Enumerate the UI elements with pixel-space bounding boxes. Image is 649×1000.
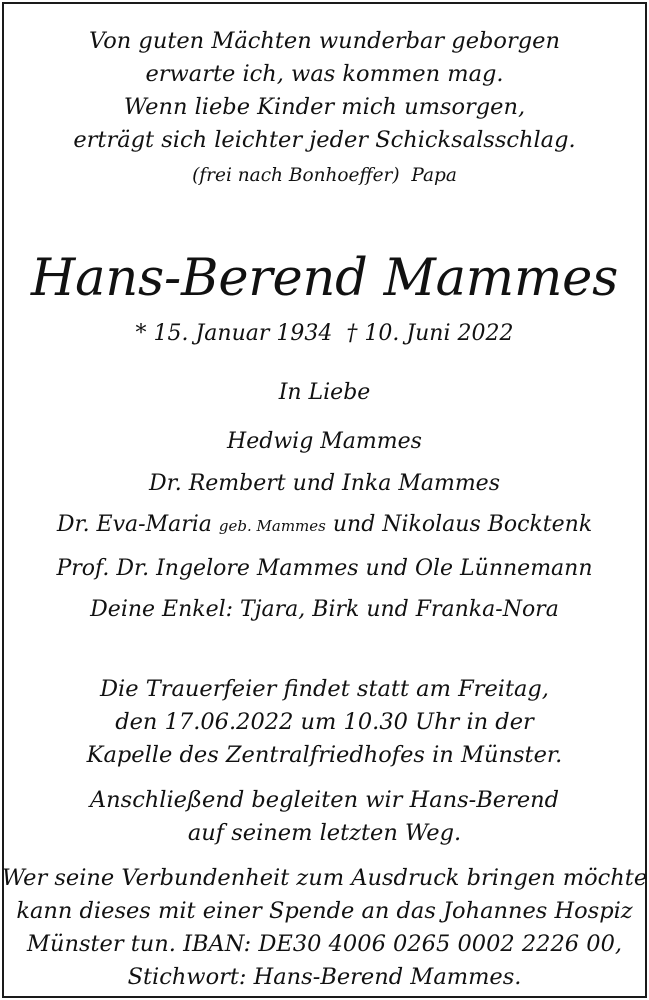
mourners-list — [0, 421, 649, 631]
maiden-name-note: geb. Mammes — [218, 517, 326, 535]
deceased-name-text: Hans-Berend Mammes — [30, 249, 619, 308]
mourner-line: Deine Enkel: Tjara, Birk und Franka-Nora — [90, 597, 559, 622]
poem-line: Von guten Mächten wunderbar geborgen — [89, 28, 560, 54]
service-line: Kapelle des Zentralfriedhofes in Münster. — [86, 742, 563, 768]
donation-line: kann dieses mit einer Spende an das Johannes Hospiz — [16, 898, 633, 924]
poem-line: erwarte ich, was kommen mag. — [145, 61, 504, 87]
life-dates — [0, 316, 649, 352]
mourners-intro-text: In Liebe — [278, 380, 371, 405]
life-dates-text: * 15. Januar 1934 † 10. Juni 2022 — [135, 321, 514, 346]
donation-line: Münster tun. IBAN: DE30 4006 0265 0002 2226 00, — [26, 931, 623, 957]
poem-line: erträgt sich leichter jeder Schicksalsschlag. — [73, 127, 576, 153]
donation-line: Wer seine Verbundenheit zum Ausdruck bringen möchte — [1, 865, 648, 891]
donation-line: Stichwort: Hans-Berend Mammes. — [127, 964, 522, 990]
farewell-line: Anschließend begleiten wir Hans-Berend — [89, 787, 560, 813]
mourner-name: Dr. Eva-Maria — [56, 512, 212, 537]
poem-line: Wenn liebe Kinder mich umsorgen, — [123, 94, 526, 120]
service-line: den 17.06.2022 um 10.30 Uhr in der — [115, 709, 534, 735]
attribution-text: (frei nach Bonhoeffer) Papa — [192, 165, 457, 186]
mourner-line: Hedwig Mammes — [227, 429, 422, 454]
service-line: Die Trauerfeier findet statt am Freitag, — [100, 676, 549, 702]
poem-attribution — [0, 163, 649, 189]
mourner-line: Prof. Dr. Ingelore Mammes und Ole Lünnemann — [56, 555, 593, 581]
farewell-line: auf seinem letzten Weg. — [187, 820, 462, 846]
mourner-line: Dr. Rembert und Inka Mammes — [148, 470, 500, 496]
mourners-intro — [0, 375, 649, 411]
farewell-info — [0, 784, 649, 850]
deceased-name — [0, 239, 649, 319]
poem — [0, 25, 649, 157]
funeral-service-info — [0, 673, 649, 772]
mourner-name: und Nikolaus Bocktenk — [332, 512, 593, 537]
mourner-line — [0, 504, 649, 548]
donation-info — [0, 862, 649, 994]
